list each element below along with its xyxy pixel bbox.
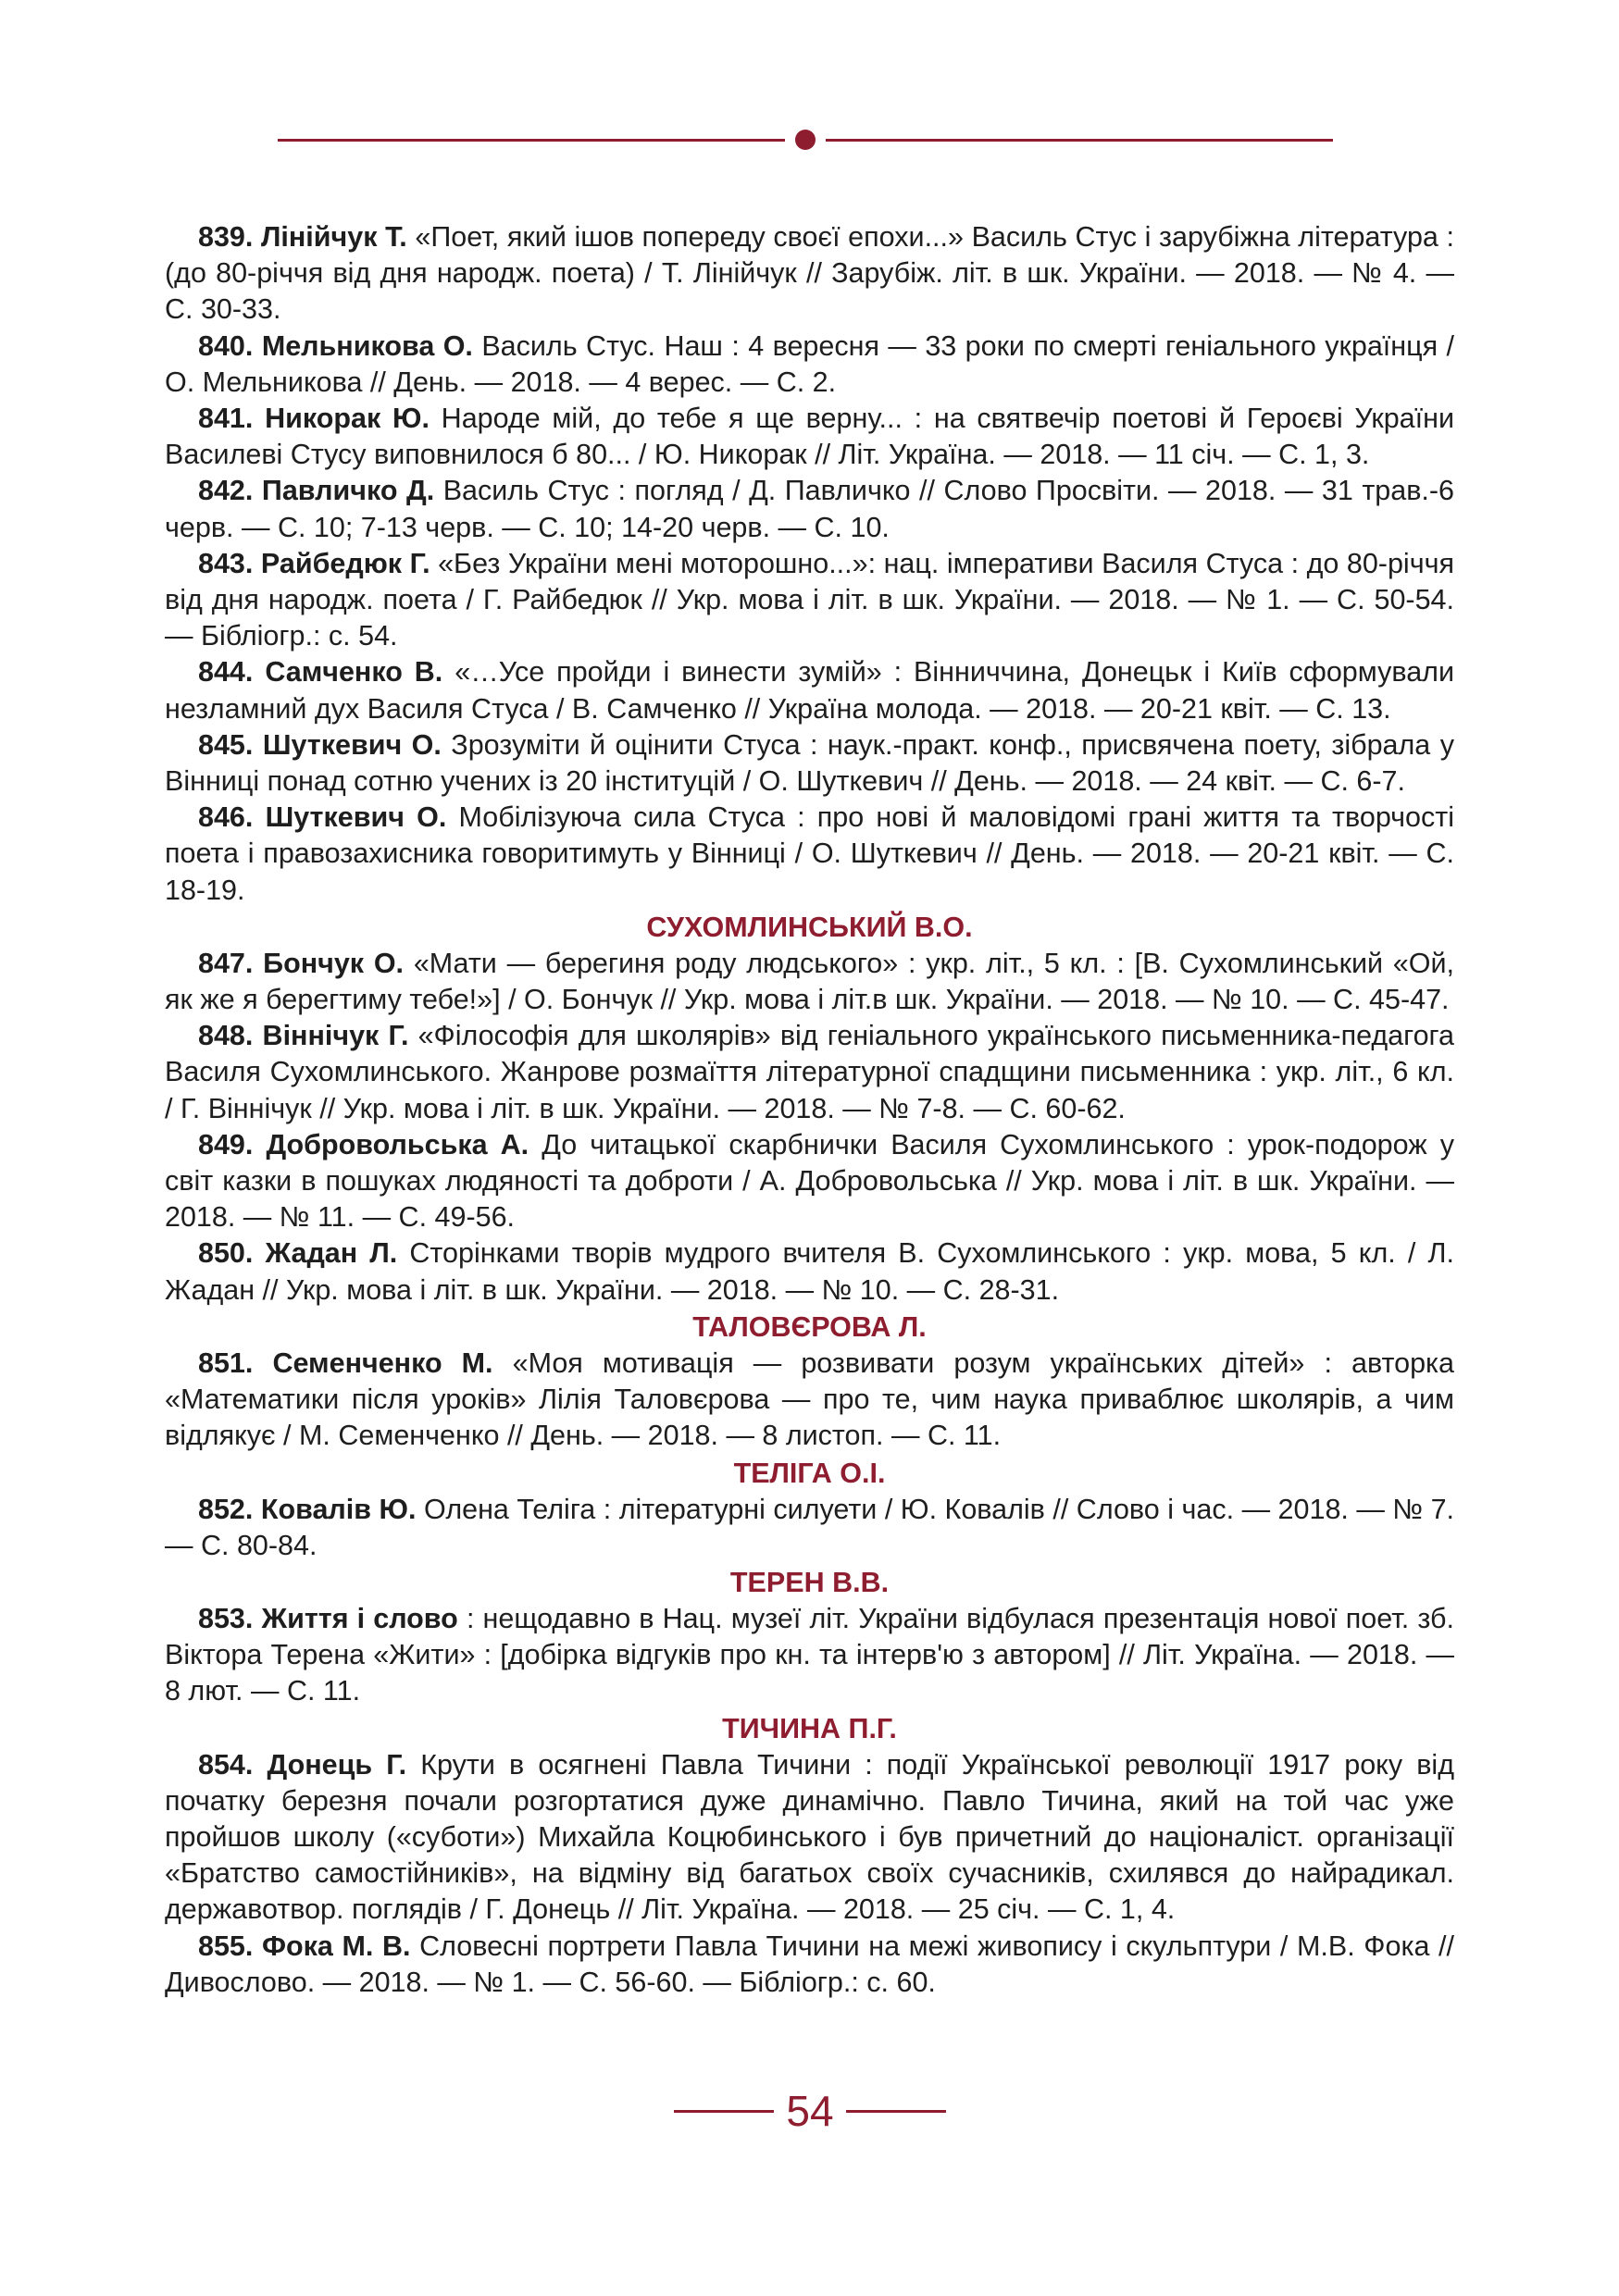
bibliography-entry [165,800,1454,909]
bibliography-entry [165,1929,1454,2001]
bibliography-entry [165,1346,1454,1455]
entry-author: Шуткевич О. [265,801,447,834]
bibliography-entry [165,946,1454,1018]
bibliography-entry [165,473,1454,545]
bibliography-entry [165,1235,1454,1308]
entry-number: 852. [198,1493,254,1525]
entry-author: Лінійчук Т. [261,221,407,253]
entry-number: 844. [198,656,254,689]
section-heading: ТЕРЕН В.В. [729,1566,890,1598]
entry-author: Життя і слово [261,1602,458,1634]
entry-text: Василь Стус : погляд / Д. Павличко // Слово Просвіти. — 2018. — 31 трав.-6 черв. — С. 10; 7-13 черв. — С. 10; 14-20 черв. — С. 10. [165,475,1455,543]
entry-number: 850. [198,1237,254,1270]
entry-number: 840. [198,329,254,362]
footer-line-right [846,2110,946,2113]
bibliography-entry [165,1018,1454,1127]
entry-author: Семенченко М. [272,1347,493,1379]
entry-text: Сторінками творів мудрого вчителя В. Сухомлинського : укр. мова, 5 кл. / Л. Жадан // Укр. мова і літ. в шк. України. — 2018. — № 10. — С. 28-31. [165,1237,1455,1306]
bibliography-entry [165,1492,1454,1564]
entry-number: 855. [198,1930,254,1962]
ornament-dot [795,130,816,150]
entry-number: 847. [198,947,254,979]
entry-number: 851. [198,1347,254,1379]
bibliography-entry [165,654,1454,726]
entry-text: Олена Теліга : літературні силуети / Ю. Ковалів // Слово і час. — 2018. — № 7. — С. 80-84. [165,1493,1455,1561]
entry-text: «Філософія для школярів» від геніального українського письменника-педагога Василя Сухомлинського. Жанрове розмаїття літературної спадщини письменника : укр. літ., 6 кл. / Г. Віннічук // Укр. мова і літ. в шк. України. — 2018. — № 7-8. — С. 60-62. [165,1020,1454,1124]
entry-text: До читацької скарбнички Василя Сухомлинського : урок-подорож у світ казки в пошуках людяності та доброти / А. Добровольська // Укр. мова і літ. в шк. України. — 2018. — № 11. — С. 49-56. [165,1128,1454,1234]
footer-line-left [674,2110,774,2113]
bibliography-entry [165,727,1454,800]
top-ornament [278,129,1333,151]
section-heading: ТЕЛІГА О.І. [733,1457,886,1489]
bibliography-entry [165,1601,1454,1710]
entry-text: Словесні портрети Павла Тичини на межі живопису і скульптури / М.В. Фока // Дивослово. — 2018. — № 1. — С. 56-60. — Бібліогр.: с. 60. [165,1930,1454,1998]
entry-text: «Мати — берегиня роду людського» : укр. літ., 5 кл. : [В. Сухомлинський «Ой, як же я берегтиму тебе!»] / О. Бончук // Укр. мова і літ.в шк. України. — 2018. — № 10. — С. 45-47. [165,947,1454,1016]
entry-text: Крути в осягнені Павла Тичини : події Української революції 1917 року від початку березня почали розгортатися дуже динамічно. Павло Тичина, який на той час уже пройшов школу («суботи») Михайла Коцюбинського і був причетний до націоналіст. організації «Братство самостійників», на відміну від багатьох своїх сучасників, схилявся до найрадикал. державотвор. поглядів / Г. Донець // Літ. Україна. — 2018. — 25 січ. — С. 1, 4. [165,1748,1454,1926]
entry-text: Василь Стус. Наш : 4 вересня — 33 роки по смерті геніального українця / О. Мельникова // День. — 2018. — 4 верес. — С. 2. [165,329,1454,398]
entry-number: 853. [198,1602,254,1634]
entry-author: Самченко В. [265,656,443,689]
entry-text: Зрозуміти й оцінити Стуса : наук.-практ. конф., присвячена поету, зібрала у Вінниці понад сотню учених із 20 інституцій / О. Шуткевич // День. — 2018. — 24 квіт. — С. 6-7. [165,728,1454,798]
entry-text: : нещодавно в Нац. музеї літ. України відбулася презентація нової поет. зб. Віктора Терена «Жити» : [добірка відгуків про кн. та інтерв'ю з автором] // Літ. Україна. — 2018. — 8 лют. — С. 11. [165,1602,1454,1707]
entry-author: Бончук О. [263,947,405,979]
ornament-line-right [826,139,1333,142]
entry-author: Донець Г. [267,1748,407,1781]
entry-author: Никорак Ю. [265,403,430,435]
entry-text: Мобілізуюча сила Стуса : про нові й маловідомі грані життя та творчості поета і правозахисника говоритимуть у Вінниці / О. Шуткевич // День. — 2018. — 20-21 квіт. — С. 18-19. [165,801,1454,906]
entry-author: Райбедюк Г. [260,547,430,579]
entry-author: Ковалів Ю. [260,1493,417,1525]
entry-number: 848. [198,1020,254,1052]
bibliography-list [165,219,1454,2001]
entry-author: Віннічук Г. [262,1020,409,1052]
entry-number: 845. [198,728,254,761]
entry-number: 854. [198,1748,254,1781]
entry-author: Шуткевич О. [262,728,442,761]
entry-number: 841. [198,403,254,435]
section-heading: СУХОМЛИНСЬКИЙ В.О. [646,911,973,943]
entry-number: 849. [198,1128,254,1160]
entry-author: Фока М. В. [261,1930,411,1962]
bibliography-entry [165,219,1454,329]
page-number: 54 [786,2087,834,2135]
page-footer [674,2083,946,2139]
entry-number: 839. [198,221,254,253]
entry-text: Народе мій, до тебе я ще верну... : на святвечір поетові й Героєві України Василеві Стусу виповнилося б 80... / Ю. Никорак // Літ. Україна. — 2018. — 11 січ. — С. 1, 3. [165,403,1454,471]
section-heading: ТАЛОВЄРОВА Л. [692,1310,927,1343]
entry-author: Добровольська А. [266,1128,529,1160]
entry-author: Жадан Л. [265,1237,398,1270]
entry-number: 846. [198,801,254,834]
entry-text: «Без України мені моторошно...»: нац. імперативи Василя Стуса : до 80-річчя від дня народж. поета / Г. Райбедюк // Укр. мова і літ. в шк. України. — 2018. — № 1. — С. 50-54. — Бібліогр.: с. 54. [165,547,1454,652]
bibliography-entry [165,1127,1454,1236]
entry-author: Мельникова О. [261,329,473,362]
entry-text: «Моя мотивація — розвивати розум українських дітей» : авторка «Математики після уроків» Лілія Таловєрова — про те, чим наука приваблює школярів, а чим відлякує / М. Семенченко // День. — 2018. — 8 листоп. — С. 11. [165,1347,1455,1452]
section-heading: ТИЧИНА П.Г. [722,1712,897,1744]
bibliography-entry [165,329,1454,401]
bibliography-entry [165,1747,1454,1929]
entry-text: «…Усе пройди і винести зумій» : Вінниччина, Донецьк і Київ сформували незламний дух Василя Стуса / В. Самченко // Україна молода. — 2018. — 20-21 квіт. — С. 13. [165,656,1454,725]
bibliography-entry [165,546,1454,655]
ornament-line-left [278,139,785,142]
entry-text: «Поет, який ішов попереду своєї епохи...» Василь Стус і зарубіжна література : (до 80-річчя від дня народж. поета) / Т. Лінійчук // Зарубіж. літ. в шк. України. — 2018. — № 4. — С. 30-33. [165,221,1454,326]
entry-author: Павличко Д. [261,475,435,507]
bibliography-entry [165,401,1454,473]
entry-number: 843. [198,547,254,579]
entry-number: 842. [198,475,254,507]
